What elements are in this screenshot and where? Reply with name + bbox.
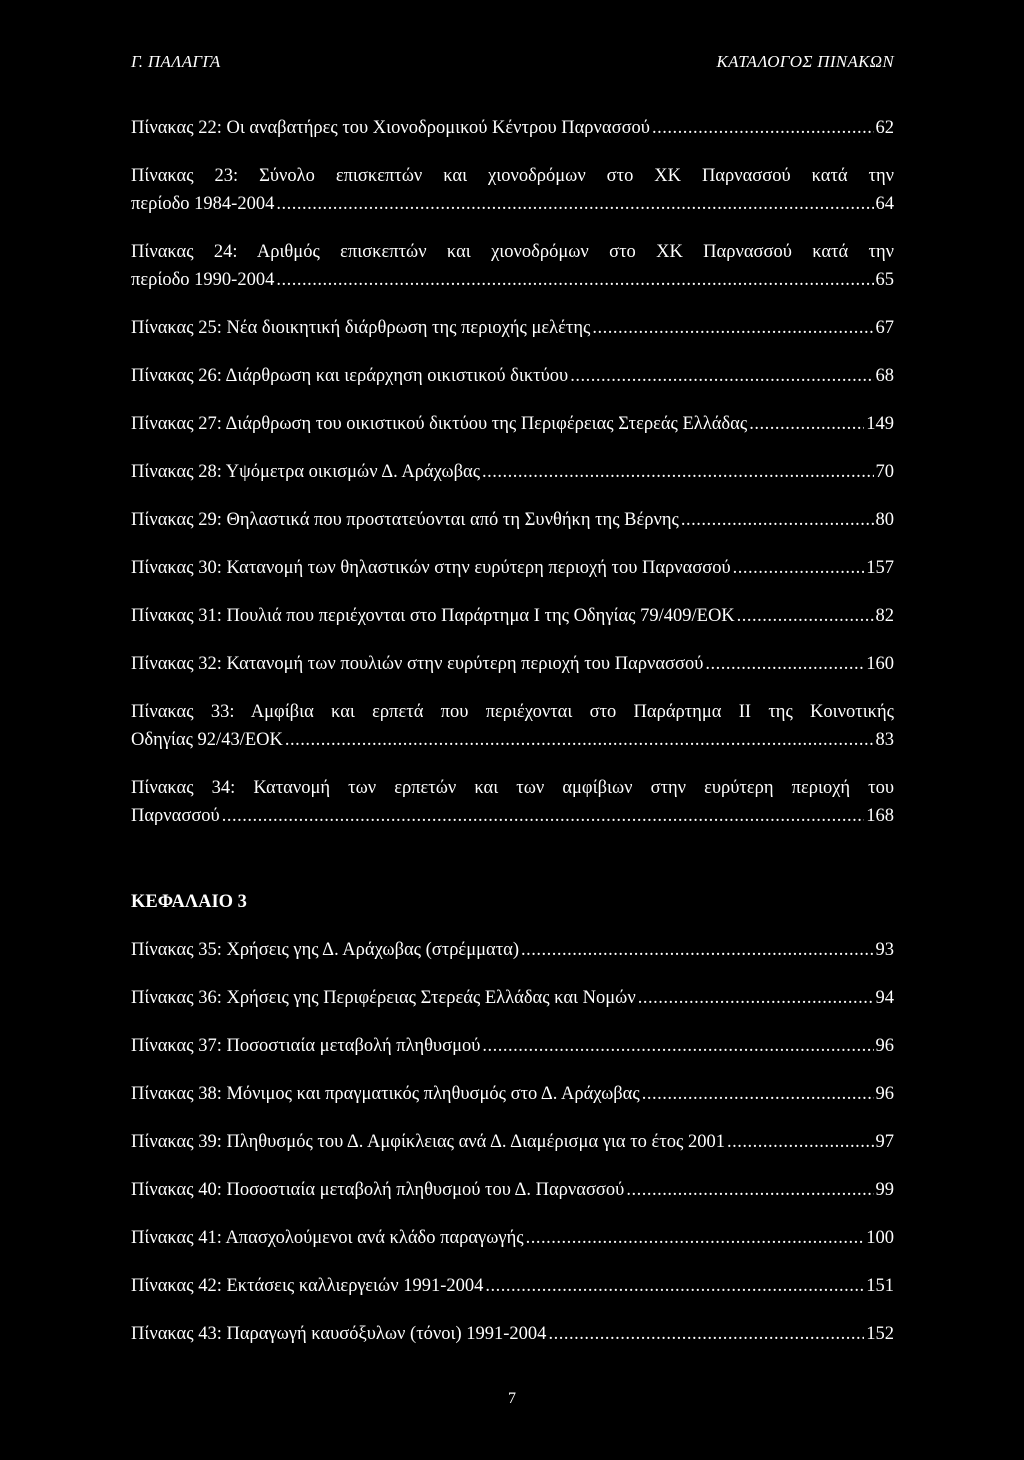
toc-entry-page: 67: [875, 318, 894, 338]
toc-entry-page: 94: [875, 988, 894, 1008]
toc-entry[interactable]: [131, 650, 894, 678]
dot-leader: [570, 362, 873, 390]
toc-entry-line2: [131, 726, 894, 754]
dot-leader: [285, 726, 874, 754]
toc-entry[interactable]: [131, 114, 894, 142]
toc-entry[interactable]: [131, 698, 894, 754]
toc-entry[interactable]: [131, 554, 894, 582]
toc-entry-page: 70: [875, 462, 894, 482]
table-of-tables: [131, 114, 894, 1368]
toc-entry-title: Πίνακας 32: Κατανομή των πουλιών στην ευρύτερη περιοχή του Παρνασσού: [131, 654, 704, 674]
dot-leader: [626, 1176, 873, 1204]
toc-entry[interactable]: [131, 1272, 894, 1300]
dot-leader: [276, 190, 873, 218]
chapter-heading: ΚΕΦΑΛΑΙΟ 3: [131, 892, 247, 912]
toc-entry-page: 149: [866, 414, 894, 434]
toc-entry[interactable]: [131, 774, 894, 830]
toc-entry-title-line2: Οδηγίας 92/43/ΕΟΚ: [131, 730, 283, 750]
dot-leader: [705, 650, 864, 678]
toc-entry-title: Πίνακας 26: Διάρθρωση και ιεράρχηση οικιστικού δικτύου: [131, 366, 569, 386]
toc-entry-title: Πίνακας 28: Υψόμετρα οικισμών Δ. Αράχωβας: [131, 462, 481, 482]
toc-entry-page: 64: [875, 194, 894, 214]
toc-entry-title: Πίνακας 30: Κατανομή των θηλαστικών στην ευρύτερη περιοχή του Παρνασσού: [131, 558, 731, 578]
toc-entry-line2: [131, 802, 894, 830]
toc-entry-page: 157: [866, 558, 894, 578]
dot-leader: [737, 602, 874, 630]
toc-entry-title: Πίνακας 42: Εκτάσεις καλλιεργειών 1991-2004: [131, 1276, 484, 1296]
dot-leader: [733, 554, 865, 582]
toc-entry[interactable]: [131, 1080, 894, 1108]
toc-entry[interactable]: [131, 602, 894, 630]
toc-entry[interactable]: [131, 458, 894, 486]
toc-entry-title-line1: Πίνακας 34: Κατανομή των ερπετών και των αμφίβιων στην ευρύτερη περιοχή του: [131, 778, 894, 798]
dot-leader: [482, 458, 873, 486]
toc-entry-page: 83: [875, 730, 894, 750]
toc-entry-title-line2: Παρνασσού: [131, 806, 220, 826]
toc-entry-line2: [131, 266, 894, 294]
toc-entry[interactable]: [131, 506, 894, 534]
toc-entry-title: Πίνακας 27: Διάρθρωση του οικιστικού δικτύου της Περιφέρειας Στερεάς Ελλάδας: [131, 414, 748, 434]
dot-leader: [592, 314, 873, 342]
dot-leader: [482, 1032, 873, 1060]
dot-leader: [642, 1080, 874, 1108]
toc-entry-page: 96: [875, 1084, 894, 1104]
dot-leader: [749, 410, 864, 438]
dot-leader: [681, 506, 874, 534]
dot-leader: [727, 1128, 874, 1156]
toc-entry[interactable]: [131, 410, 894, 438]
toc-entry-page: 100: [866, 1228, 894, 1248]
toc-entry-title: Πίνακας 35: Χρήσεις γης Δ. Αράχωβας (στρέμματα): [131, 940, 520, 960]
toc-entry[interactable]: [131, 1176, 894, 1204]
toc-entry-page: 80: [875, 510, 894, 530]
toc-entry[interactable]: [131, 1032, 894, 1060]
toc-entry-title-line1: Πίνακας 33: Αμφίβια και ερπετά που περιέχονται στο Παράρτημα ΙΙ της Κοινοτικής: [131, 702, 894, 722]
toc-entry-page: 160: [866, 654, 894, 674]
toc-entry-title-line1: Πίνακας 23: Σύνολο επισκεπτών και χιονοδρόμων στο ΧΚ Παρνασσού κατά την: [131, 166, 894, 186]
dot-leader: [526, 1224, 865, 1252]
toc-entry[interactable]: [131, 1224, 894, 1252]
toc-entry-page: 68: [875, 366, 894, 386]
toc-entry-page: 151: [866, 1276, 894, 1296]
running-header: [131, 52, 894, 72]
toc-entry[interactable]: [131, 936, 894, 964]
toc-entry-page: 82: [875, 606, 894, 626]
toc-entry[interactable]: [131, 1128, 894, 1156]
page-number: 7: [508, 1390, 516, 1407]
toc-entry-title: Πίνακας 37: Ποσοστιαία μεταβολή πληθυσμού: [131, 1036, 481, 1056]
toc-entry[interactable]: [131, 362, 894, 390]
toc-entry-title: Πίνακας 41: Απασχολούμενοι ανά κλάδο παραγωγής: [131, 1228, 524, 1248]
toc-entry[interactable]: [131, 238, 894, 294]
toc-entry-title: Πίνακας 31: Πουλιά που περιέχονται στο Παράρτημα Ι της Οδηγίας 79/409/ΕΟΚ: [131, 606, 735, 626]
toc-entry[interactable]: [131, 314, 894, 342]
dot-leader: [222, 802, 865, 830]
toc-entry-title: Πίνακας 22: Οι αναβατήρες του Χιονοδρομικού Κέντρου Παρνασσού: [131, 118, 650, 138]
toc-entry-title-line2: περίοδο 1990-2004: [131, 270, 275, 290]
toc-entry[interactable]: [131, 1320, 894, 1348]
toc-entry-line2: [131, 190, 894, 218]
dot-leader: [276, 266, 873, 294]
toc-entry-title: Πίνακας 29: Θηλαστικά που προστατεύονται από τη Συνθήκη της Βέρνης: [131, 510, 679, 530]
toc-entry-page: 99: [875, 1180, 894, 1200]
toc-entry-page: 97: [875, 1132, 894, 1152]
header-author: Γ. ΠΑΛΑΓΓΑ: [131, 52, 221, 71]
toc-entry-title-line1: Πίνακας 24: Αριθμός επισκεπτών και χιονοδρόμων στο ΧΚ Παρνασσού κατά την: [131, 242, 894, 262]
toc-entry-title-line2: περίοδο 1984-2004: [131, 194, 275, 214]
toc-entry-page: 62: [875, 118, 894, 138]
toc-entry-page: 152: [866, 1324, 894, 1344]
toc-entry-title: Πίνακας 39: Πληθυσμός του Δ. Αμφίκλειας ανά Δ. Διαμέρισμα για το έτος 2001: [131, 1132, 725, 1152]
toc-entry-page: 96: [875, 1036, 894, 1056]
toc-entry-title: Πίνακας 36: Χρήσεις γης Περιφέρειας Στερεάς Ελλάδας και Νομών: [131, 988, 636, 1008]
toc-entry-page: 65: [875, 270, 894, 290]
header-section: ΚΑΤΑΛΟΓΟΣ ΠΙΝΑΚΩΝ: [716, 52, 894, 71]
dot-leader: [485, 1272, 864, 1300]
toc-entry[interactable]: [131, 162, 894, 218]
toc-entry-title: Πίνακας 40: Ποσοστιαία μεταβολή πληθυσμού του Δ. Παρνασσού: [131, 1180, 625, 1200]
dot-leader: [521, 936, 873, 964]
toc-entry-page: 93: [875, 940, 894, 960]
dot-leader: [638, 984, 874, 1012]
toc-entry-page: 168: [866, 806, 894, 826]
toc-entry-title: Πίνακας 43: Παραγωγή καυσόξυλων (τόνοι) 1991-2004: [131, 1324, 547, 1344]
dot-leader: [548, 1320, 864, 1348]
dot-leader: [652, 114, 874, 142]
toc-entry-title: Πίνακας 38: Μόνιμος και πραγματικός πληθυσμός στο Δ. Αράχωβας: [131, 1084, 640, 1104]
toc-entry[interactable]: [131, 984, 894, 1012]
toc-entry-title: Πίνακας 25: Νέα διοικητική διάρθρωση της περιοχής μελέτης: [131, 318, 591, 338]
